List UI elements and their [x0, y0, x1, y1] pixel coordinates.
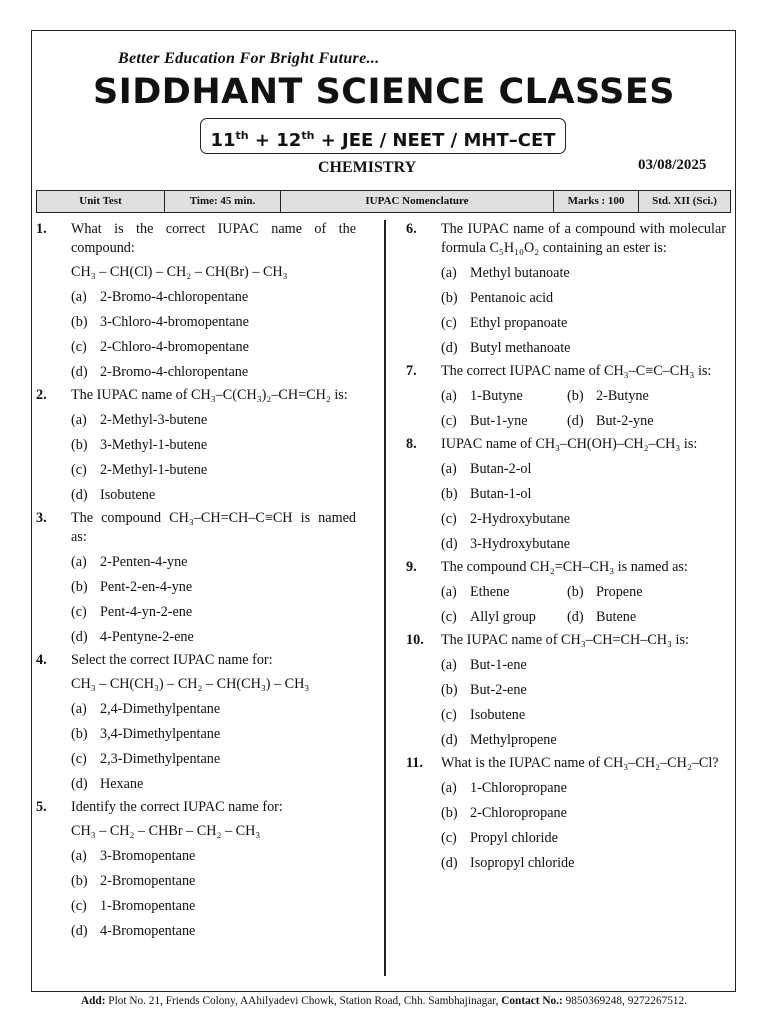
right-column	[406, 220, 726, 877]
contact-label: Contact No.:	[501, 995, 563, 1007]
option-label: (a)	[71, 412, 87, 428]
option-text: Methylpropene	[470, 732, 557, 748]
option-label: (d)	[567, 413, 584, 429]
option-label: (b)	[567, 584, 584, 600]
topic-cell: IUPAC Nomenclature	[281, 191, 554, 212]
option-text: Butan-2-ol	[470, 461, 532, 477]
option-label: (a)	[71, 701, 87, 717]
option-text: Butyl methanoate	[470, 340, 571, 356]
option-text: Pent-4-yn-2-ene	[100, 604, 193, 620]
footer-address	[0, 995, 768, 1007]
option-label: (a)	[71, 848, 87, 864]
option-label: (a)	[441, 265, 457, 281]
option-b	[567, 582, 693, 602]
option-label: (d)	[441, 855, 458, 871]
option-b	[71, 435, 356, 455]
option-text: Ethyl propanoate	[470, 315, 568, 331]
option-label: (c)	[71, 462, 87, 478]
option-d	[441, 338, 726, 358]
option-label: (a)	[71, 289, 87, 305]
option-d	[71, 921, 356, 941]
option-text: 4-Bromopentane	[100, 923, 196, 939]
option-label: (c)	[441, 413, 457, 429]
option-label: (c)	[71, 604, 87, 620]
question-5	[36, 798, 356, 941]
option-label: (c)	[441, 830, 457, 846]
option-text: But-2-yne	[596, 413, 654, 429]
option-label: (a)	[441, 780, 457, 796]
option-a	[441, 778, 726, 798]
option-label: (a)	[441, 657, 457, 673]
exam-tag-box	[200, 118, 566, 154]
question-text: The compound CH₃–CH=CH–C≡CH is named as:	[71, 510, 356, 545]
option-b	[441, 288, 726, 308]
option-text: Pent-2-en-4-yne	[100, 579, 193, 595]
option-text: Butan-1-ol	[470, 486, 532, 502]
option-text: Isobutene	[100, 487, 156, 503]
grade-12: 12	[276, 130, 302, 151]
option-b	[567, 386, 693, 406]
option-text: Isopropyl chloride	[470, 855, 575, 871]
option-text: 3-Methyl-1-butene	[100, 437, 208, 453]
option-label: (d)	[441, 536, 458, 552]
question-number: 3.	[36, 510, 47, 526]
option-label: (b)	[71, 873, 88, 889]
question-3	[36, 509, 356, 647]
option-label: (b)	[441, 682, 458, 698]
option-d	[441, 853, 726, 873]
option-label: (d)	[71, 923, 88, 939]
option-c	[71, 896, 356, 916]
option-text: 1-Chloropropane	[470, 780, 567, 796]
question-text: The correct IUPAC name of CH₃–C≡C–CH₃ is:	[441, 363, 712, 379]
question-text: The IUPAC name of CH₃–CH=CH–CH₃ is:	[441, 632, 689, 648]
option-text: Isobutene	[470, 707, 526, 723]
option-b	[71, 871, 356, 891]
option-c	[441, 607, 567, 627]
standard-cell: Std. XII (Sci.)	[639, 191, 730, 212]
option-b	[71, 577, 356, 597]
tagline: Better Education For Bright Future...	[118, 50, 380, 67]
option-d	[71, 774, 356, 794]
option-a	[441, 263, 726, 283]
option-text: 4-Pentyne-2-ene	[100, 629, 194, 645]
option-text: 2-Bromo-4-chloropentane	[100, 364, 249, 380]
info-bar	[36, 190, 731, 213]
option-text: 2-Penten-4-yne	[100, 554, 188, 570]
question-number: 10.	[406, 632, 424, 648]
option-text: 2-Methyl-3-butene	[100, 412, 208, 428]
test-date: 03/08/2025	[638, 157, 707, 173]
column-divider	[384, 220, 386, 976]
option-text: 2-Methyl-1-butene	[100, 462, 208, 478]
grade-11: 11	[210, 130, 236, 151]
subject-title: CHEMISTRY	[318, 159, 417, 176]
question-number: 7.	[406, 363, 417, 379]
plus-sign: +	[248, 130, 277, 151]
option-text: But-1-yne	[470, 413, 528, 429]
option-text: Hexane	[100, 776, 144, 792]
option-text: 1-Butyne	[470, 388, 523, 404]
time-cell: Time: 45 min.	[165, 191, 281, 212]
option-text: Propyl chloride	[470, 830, 558, 846]
option-a	[441, 386, 567, 406]
question-2	[36, 386, 356, 505]
question-text: What is the correct IUPAC name of the compound:	[71, 221, 356, 256]
option-label: (c)	[441, 609, 457, 625]
option-text: Methyl butanoate	[470, 265, 570, 281]
option-text: Pentanoic acid	[470, 290, 554, 306]
option-label: (a)	[71, 554, 87, 570]
option-text: But-2-ene	[470, 682, 527, 698]
option-label: (b)	[441, 290, 458, 306]
option-label: (b)	[71, 579, 88, 595]
question-8	[406, 435, 726, 554]
option-label: (d)	[567, 609, 584, 625]
option-label: (d)	[71, 776, 88, 792]
question-number: 5.	[36, 799, 47, 815]
option-b	[71, 312, 356, 332]
option-text: 2,4-Dimethylpentane	[100, 701, 221, 717]
option-text: 3,4-Dimethylpentane	[100, 726, 221, 742]
option-d	[71, 627, 356, 647]
exam-list: + JEE / NEET / MHT–CET	[314, 130, 556, 151]
option-label: (d)	[441, 340, 458, 356]
option-label: (b)	[71, 314, 88, 330]
option-label: (c)	[71, 751, 87, 767]
option-a	[71, 846, 356, 866]
option-c	[71, 460, 356, 480]
question-number: 4.	[36, 652, 47, 668]
option-text: 3-Chloro-4-bromopentane	[100, 314, 249, 330]
option-text: Propene	[596, 584, 643, 600]
option-label: (d)	[71, 364, 88, 380]
option-text: But-1-ene	[470, 657, 527, 673]
option-text: 3-Hydroxybutane	[470, 536, 571, 552]
option-label: (b)	[441, 805, 458, 821]
question-formula: CH₃ – CH(Cl) – CH₂ – CH(Br) – CH₃	[71, 264, 288, 280]
option-d	[441, 730, 726, 750]
option-text: 2-Bromo-4-chloropentane	[100, 289, 249, 305]
question-text: The IUPAC name of a compound with molecular formula C₅H₁₀O₂ containing an ester is:	[441, 221, 726, 256]
option-label: (c)	[441, 315, 457, 331]
option-b	[441, 484, 726, 504]
option-label: (d)	[71, 629, 88, 645]
option-label: (b)	[441, 486, 458, 502]
question-text: Select the correct IUPAC name for:	[71, 652, 273, 668]
question-9	[406, 558, 726, 627]
question-text: Identify the correct IUPAC name for:	[71, 799, 283, 815]
option-text: 2-Bromopentane	[100, 873, 196, 889]
option-text: 3-Bromopentane	[100, 848, 196, 864]
grade-12-suffix: th	[301, 129, 315, 142]
option-text: Ethene	[470, 584, 510, 600]
option-d	[567, 411, 693, 431]
question-7	[406, 362, 726, 431]
option-d	[441, 534, 726, 554]
option-a	[71, 410, 356, 430]
question-text: What is the IUPAC name of CH₃–CH₂–CH₂–Cl?	[441, 755, 719, 771]
question-number: 1.	[36, 221, 47, 237]
option-label: (c)	[71, 339, 87, 355]
option-c	[441, 509, 726, 529]
option-label: (a)	[441, 388, 457, 404]
option-label: (b)	[71, 437, 88, 453]
option-text: 2-Butyne	[596, 388, 649, 404]
option-a	[71, 699, 356, 719]
question-number: 11.	[406, 755, 423, 771]
contact-numbers: 9850369248, 9272267512.	[562, 995, 688, 1007]
question-formula: CH₃ – CH₂ – CHBr – CH₂ – CH₃	[71, 823, 261, 839]
option-b	[441, 803, 726, 823]
option-d	[71, 362, 356, 382]
option-text: 2-Chloro-4-bromopentane	[100, 339, 249, 355]
question-number: 9.	[406, 559, 417, 575]
option-label: (d)	[71, 487, 88, 503]
option-c	[441, 411, 567, 431]
question-text: The IUPAC name of CH₃–C(CH₃)₂–CH=CH₂ is:	[71, 387, 348, 403]
option-text: 2-Chloropropane	[470, 805, 567, 821]
option-label: (a)	[441, 461, 457, 477]
question-11	[406, 754, 726, 873]
option-c	[71, 749, 356, 769]
question-number: 2.	[36, 387, 47, 403]
option-c	[441, 828, 726, 848]
option-c	[441, 313, 726, 333]
test-type-cell: Unit Test	[37, 191, 165, 212]
question-text: The compound CH₂=CH–CH₃ is named as:	[441, 559, 688, 575]
question-formula: CH₃ – CH(CH₃) – CH₂ – CH(CH₃) – CH₃	[71, 676, 310, 692]
option-text: 2-Hydroxybutane	[470, 511, 571, 527]
question-10	[406, 631, 726, 750]
option-label: (c)	[441, 707, 457, 723]
question-4	[36, 651, 356, 794]
marks-cell: Marks : 100	[554, 191, 639, 212]
question-6	[406, 220, 726, 358]
question-1	[36, 220, 356, 382]
option-text: 1-Bromopentane	[100, 898, 196, 914]
option-label: (b)	[71, 726, 88, 742]
option-a	[441, 582, 567, 602]
option-text: 2,3-Dimethylpentane	[100, 751, 221, 767]
option-c	[441, 705, 726, 725]
question-number: 8.	[406, 436, 417, 452]
option-b	[441, 680, 726, 700]
question-number: 6.	[406, 221, 417, 237]
question-text: IUPAC name of CH₃–CH(OH)–CH₂–CH₃ is:	[441, 436, 698, 452]
address-text: Plot No. 21, Friends Colony, AAhilyadevi Chowk, Station Road, Chh. Sambhajinagar,	[105, 995, 502, 1007]
institute-name: SIDDHANT SCIENCE CLASSES	[93, 72, 675, 112]
option-label: (c)	[441, 511, 457, 527]
left-column	[36, 220, 356, 945]
option-b	[71, 724, 356, 744]
option-label: (a)	[441, 584, 457, 600]
option-c	[71, 337, 356, 357]
option-label: (d)	[441, 732, 458, 748]
option-a	[441, 655, 726, 675]
option-a	[71, 552, 356, 572]
option-text: Allyl group	[470, 609, 536, 625]
option-label: (b)	[567, 388, 584, 404]
option-label: (c)	[71, 898, 87, 914]
option-a	[441, 459, 726, 479]
address-label: Add:	[80, 995, 106, 1007]
option-text: Butene	[596, 609, 637, 625]
option-d	[71, 485, 356, 505]
option-d	[567, 607, 693, 627]
option-a	[71, 287, 356, 307]
grade-11-suffix: th	[235, 129, 249, 142]
option-c	[71, 602, 356, 622]
